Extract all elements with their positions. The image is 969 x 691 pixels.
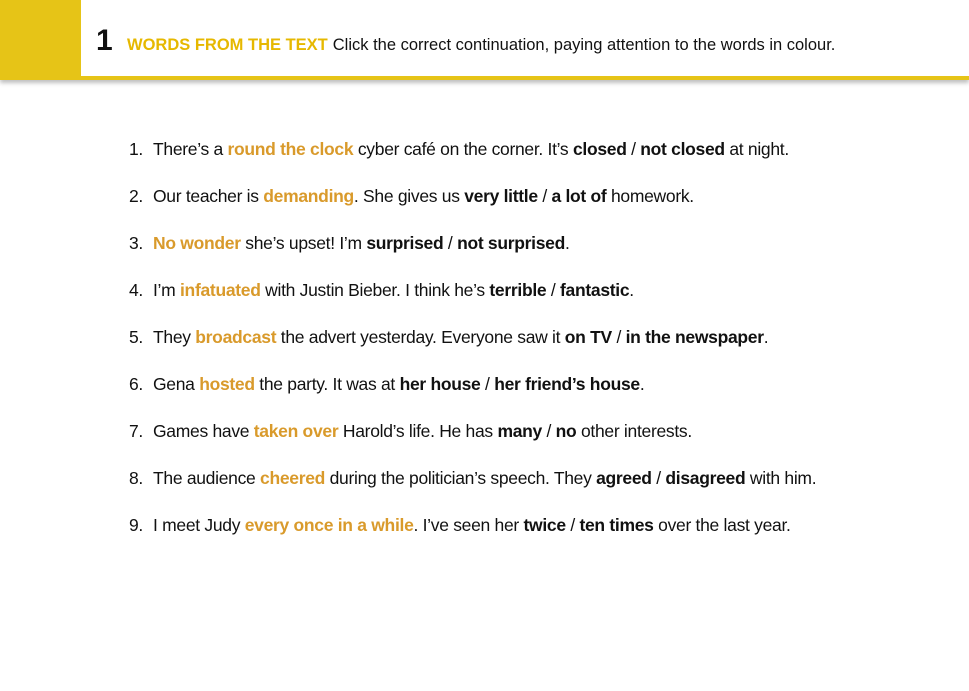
option-a[interactable]: agreed bbox=[596, 468, 652, 488]
question-list bbox=[129, 139, 909, 562]
option-a[interactable]: very little bbox=[464, 186, 538, 206]
question-item bbox=[129, 280, 909, 327]
question-item bbox=[129, 186, 909, 233]
question-number: 7. bbox=[129, 421, 143, 441]
option-separator: / bbox=[541, 421, 556, 441]
option-separator: / bbox=[651, 468, 666, 488]
option-a[interactable]: surprised bbox=[366, 233, 444, 253]
question-item bbox=[129, 327, 909, 374]
highlight-word: infatuated bbox=[180, 280, 261, 300]
option-a[interactable]: on TV bbox=[564, 327, 612, 347]
question-item bbox=[129, 139, 909, 186]
highlight-word: taken over bbox=[253, 421, 339, 441]
question-text: The audience cheered during the politician’s speech. They agreed / disagreed with him. bbox=[153, 468, 817, 488]
question-number: 2. bbox=[129, 186, 143, 206]
highlight-word: cheered bbox=[260, 468, 326, 488]
option-b[interactable]: in the newspaper bbox=[625, 327, 764, 347]
question-text: There’s a round the clock cyber café on the corner. It’s closed / not closed at night. bbox=[153, 139, 789, 159]
question-text: Gena hosted the party. It was at her house / her friend’s house. bbox=[153, 374, 645, 394]
option-b[interactable]: not closed bbox=[640, 139, 725, 159]
option-b[interactable]: her friend’s house bbox=[494, 374, 640, 394]
highlight-word: demanding bbox=[263, 186, 354, 206]
option-b[interactable]: not surprised bbox=[457, 233, 565, 253]
highlight-word: every once in a while bbox=[244, 515, 414, 535]
option-b[interactable]: disagreed bbox=[665, 468, 746, 488]
question-item bbox=[129, 421, 909, 468]
header-accent-block bbox=[0, 0, 81, 76]
question-text: No wonder she’s upset! I’m surprised / not surprised. bbox=[153, 233, 570, 253]
question-item bbox=[129, 233, 909, 280]
highlight-word: round the clock bbox=[227, 139, 354, 159]
question-item bbox=[129, 374, 909, 421]
question-text: Games have taken over Harold’s life. He has many / no other interests. bbox=[153, 421, 692, 441]
question-number: 3. bbox=[129, 233, 143, 253]
highlight-word: hosted bbox=[199, 374, 255, 394]
option-separator: / bbox=[443, 233, 458, 253]
question-item bbox=[129, 468, 909, 515]
option-a[interactable]: twice bbox=[523, 515, 566, 535]
instruction-text: Click the correct continuation, paying attention to the words in colour. bbox=[332, 36, 836, 54]
question-text: They broadcast the advert yesterday. Everyone saw it on TV / in the newspaper. bbox=[153, 327, 769, 347]
question-number: 6. bbox=[129, 374, 143, 394]
option-a[interactable]: her house bbox=[399, 374, 481, 394]
option-b[interactable]: fantastic bbox=[560, 280, 630, 300]
exercise-number: 1 bbox=[96, 24, 113, 57]
option-b[interactable]: ten times bbox=[579, 515, 654, 535]
question-text: Our teacher is demanding. She gives us very little / a lot of homework. bbox=[153, 186, 694, 206]
exercise-header bbox=[0, 0, 969, 80]
highlight-word: broadcast bbox=[195, 327, 277, 347]
option-a[interactable]: closed bbox=[572, 139, 627, 159]
highlight-word: No wonder bbox=[153, 233, 241, 253]
question-text: I meet Judy every once in a while. I’ve seen her twice / ten times over the last year. bbox=[153, 515, 791, 535]
option-b[interactable]: a lot of bbox=[551, 186, 607, 206]
question-number: 1. bbox=[129, 139, 143, 159]
option-separator: / bbox=[537, 186, 552, 206]
option-separator: / bbox=[565, 515, 580, 535]
option-separator: / bbox=[611, 327, 626, 347]
exercise-instruction bbox=[127, 36, 835, 55]
option-separator: / bbox=[626, 139, 641, 159]
option-a[interactable]: terrible bbox=[489, 280, 547, 300]
question-number: 9. bbox=[129, 515, 143, 535]
option-separator: / bbox=[546, 280, 561, 300]
option-separator: / bbox=[480, 374, 495, 394]
question-number: 4. bbox=[129, 280, 143, 300]
question-number: 5. bbox=[129, 327, 143, 347]
exercise-title: WORDS FROM THE TEXT bbox=[127, 36, 328, 54]
question-item bbox=[129, 515, 909, 562]
question-text: I’m infatuated with Justin Bieber. I think he’s terrible / fantastic. bbox=[153, 280, 634, 300]
option-b[interactable]: no bbox=[555, 421, 577, 441]
question-number: 8. bbox=[129, 468, 143, 488]
option-a[interactable]: many bbox=[497, 421, 542, 441]
